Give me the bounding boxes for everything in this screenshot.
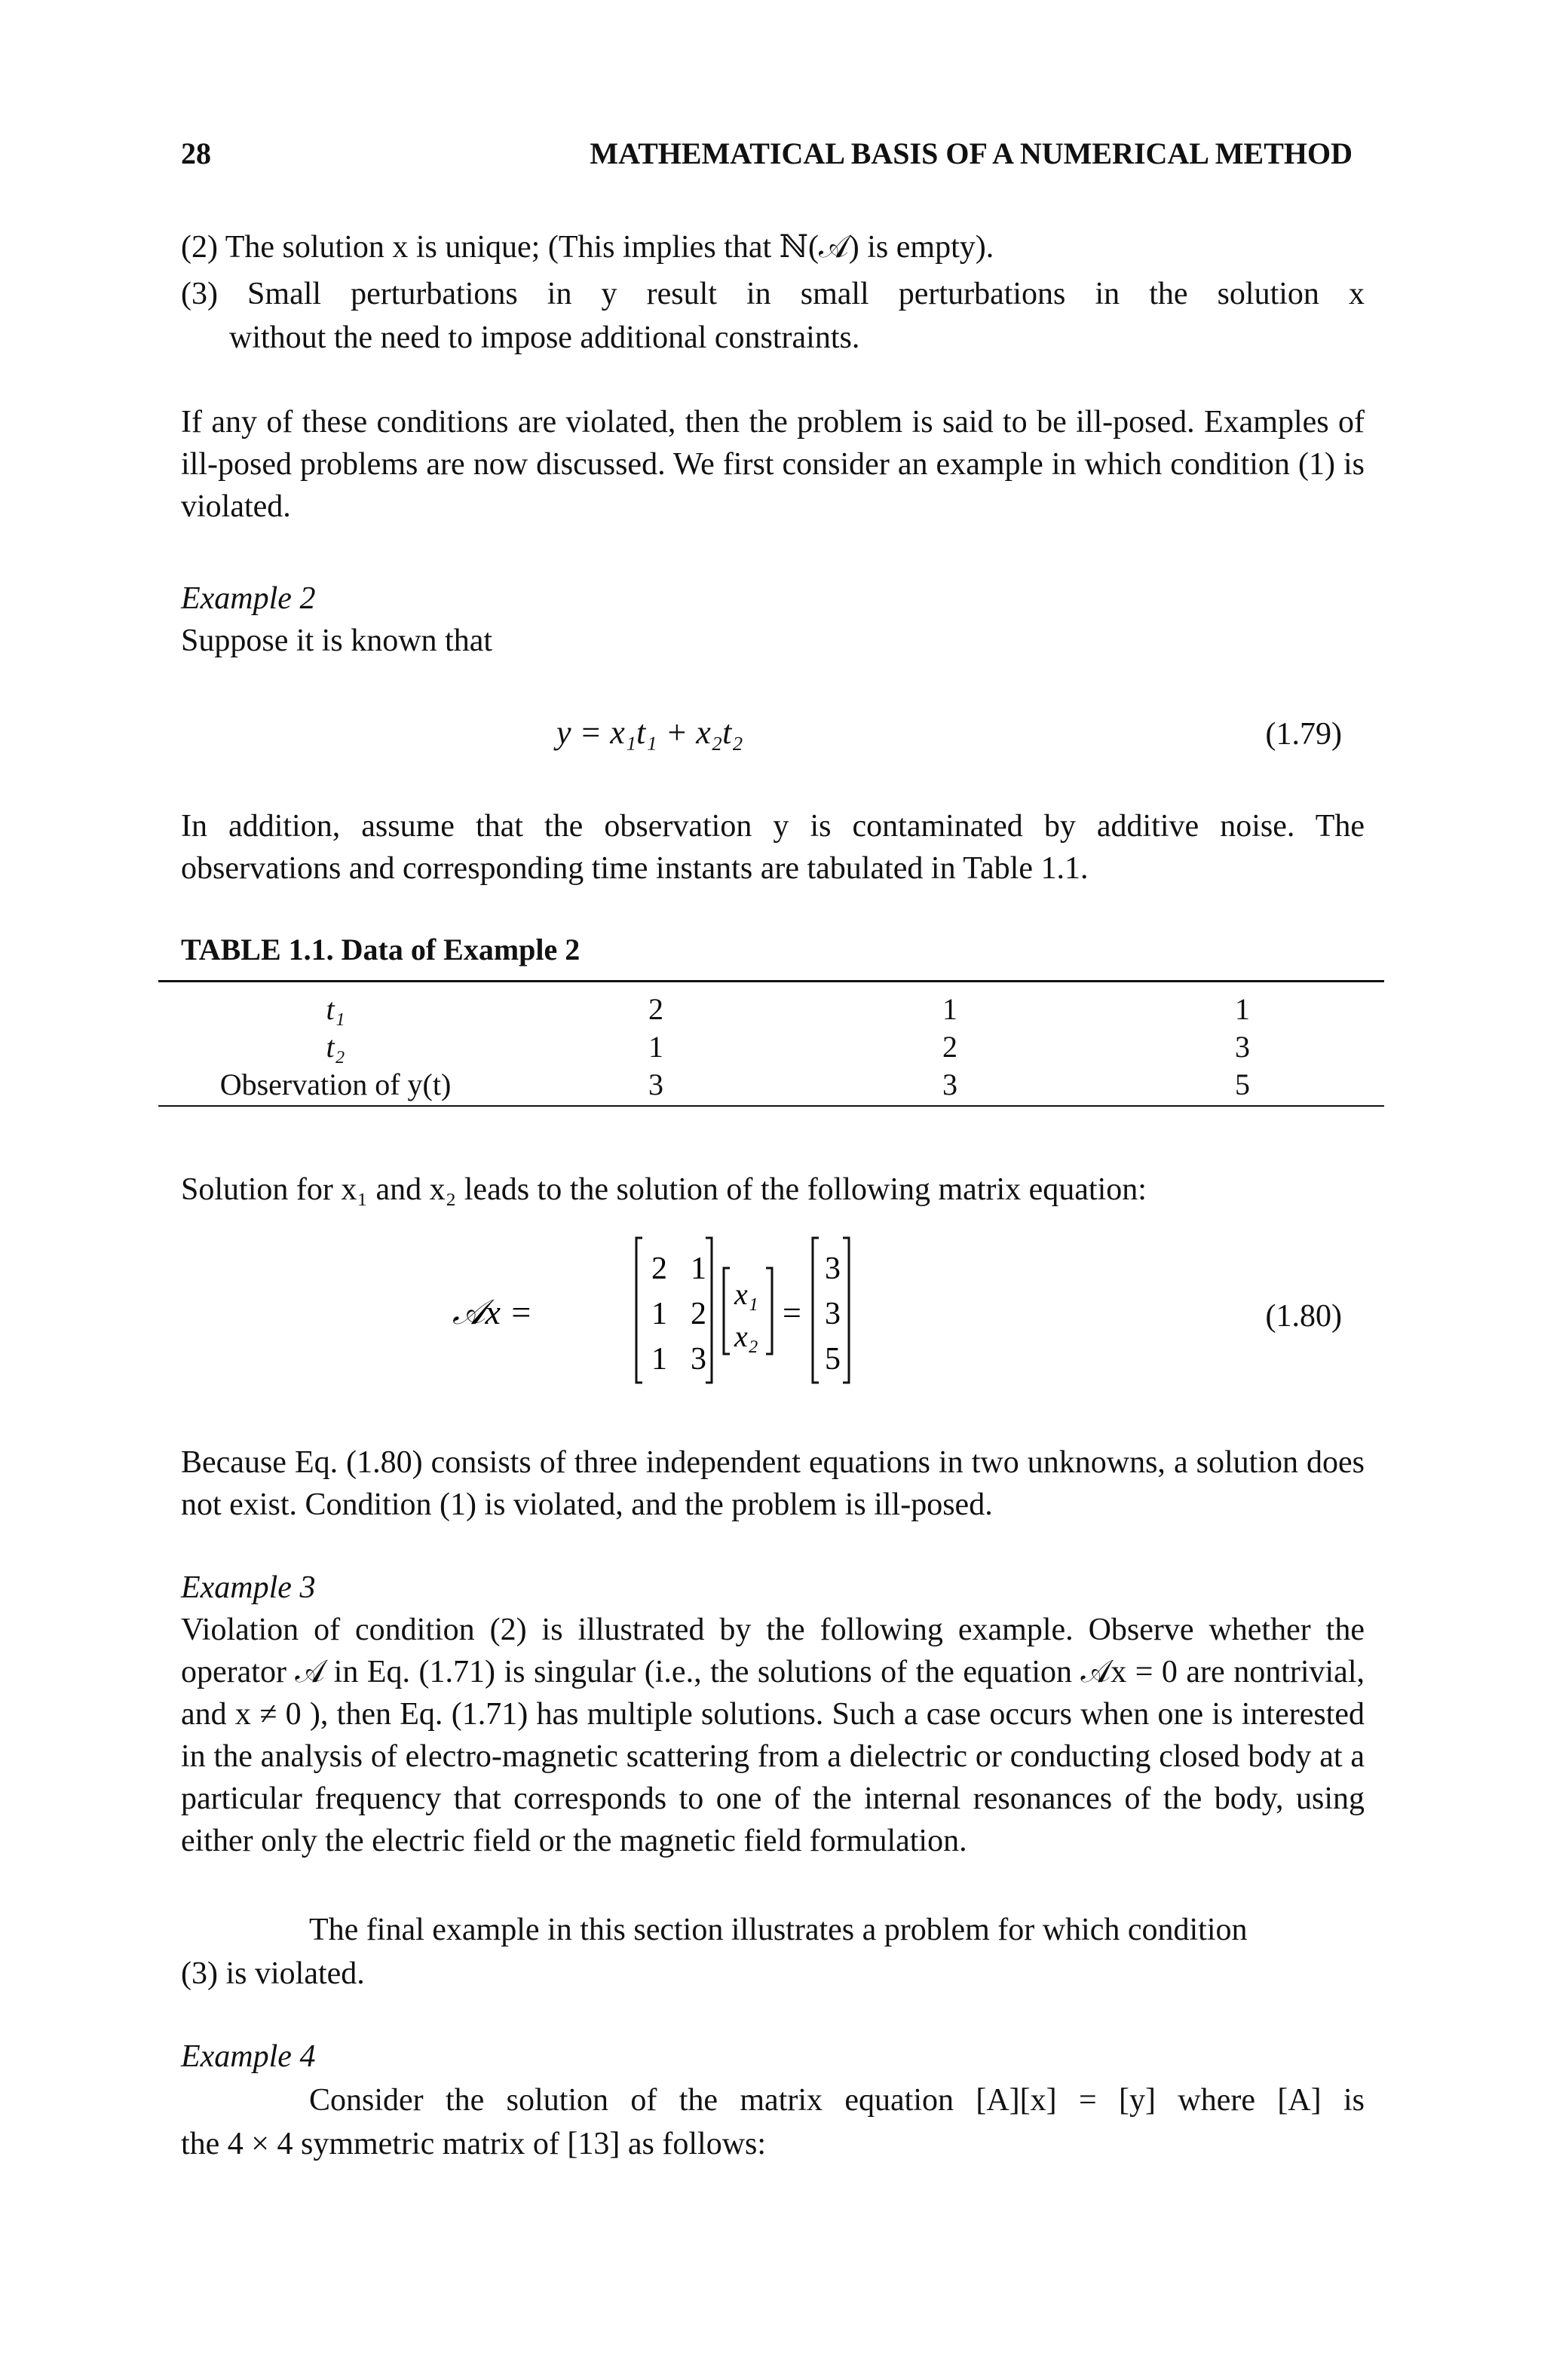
data-table [158,984,1384,1103]
table-cell: 1 [1235,991,1250,1026]
table-row [158,1065,1384,1103]
table-cell: 1 [648,1029,663,1064]
condition-2: (2) The solution x is unique; (This implies that ℕ(𝒜) is empty). [181,230,994,265]
condition-3-line1: (3) Small perturbations in y result in small perturbations in the solution x [181,277,1365,311]
matrix-A-cell: 1 [691,1251,706,1286]
page-number: 28 [181,136,211,170]
matrix-lhs: 𝒜x = [452,1293,533,1331]
table-cell: 5 [1235,1067,1250,1101]
paragraph-no-solution: Because Eq. (1.80) consists of three independent equations in two unknowns, a solution does not exist. Condition (1) is violated, and the problem is ill-posed. [181,1445,1365,1522]
example-3-heading: Example 3 [181,1570,316,1605]
matrix-A-cell: 1 [651,1297,667,1331]
table-cell-label: Observation of y(t) [219,1067,452,1101]
matrix-A-cell: 2 [651,1251,667,1286]
equation-1-79: y = x₁t₁ + x₂t₂ [556,714,743,751]
running-title: MATHEMATICAL BASIS OF A NUMERICAL METHOD [590,136,1353,170]
example-4-line1: Consider the solution of the matrix equation [A][x] = [y] where [A] is [309,2083,1365,2118]
bracket-right-y [843,1238,849,1383]
matrix-A-cell: 1 [651,1342,667,1377]
example-2-intro: Suppose it is known that [181,623,493,658]
table-cell: 3 [942,1067,957,1101]
matrix-A-cell: 3 [691,1342,706,1377]
bracket-left-y [813,1238,819,1383]
example-4-heading: Example 4 [181,2039,316,2074]
bracket-right-x [766,1268,772,1354]
paragraph-final-example-line2: (3) is violated. [181,1956,365,1991]
table-row [158,984,1384,1028]
vector-y-cell: 3 [825,1297,841,1331]
bracket-left-A [636,1238,642,1383]
table-caption: TABLE 1.1. Data of Example 2 [181,933,581,966]
paragraph-noise: In addition, assume that the observation y is contaminated by additive noise. The observations and corresponding time instants are tabulated in Table 1.1. [181,809,1365,886]
table-cell: 3 [1235,1029,1250,1064]
table-row [158,1028,1384,1065]
table-cell: 2 [648,991,663,1026]
equation-number-1-80: (1.80) [1265,1299,1342,1334]
matrix-A-cell: 2 [691,1297,706,1331]
solution-text: Solution for x₁ and x₂ leads to the solution of the following matrix equation: [181,1172,1147,1207]
table-cell-label: t₁ [326,991,345,1026]
table-top-rule [158,980,1384,982]
running-header [181,136,1363,181]
example-2-heading: Example 2 [181,581,316,616]
matrix-equation [452,1221,1206,1402]
matrix-equals: = [783,1294,801,1331]
bracket-right-A [706,1238,712,1383]
paragraph-ill-posed: If any of these conditions are violated, then the problem is said to be ill-posed. Examples of ill-posed problems are now discussed. We first consider an example in which condition (1) is violated. [181,405,1365,524]
example-4-line2: the 4 × 4 symmetric matrix of [13] as follows: [181,2127,767,2161]
paragraph-example-3: Violation of condition (2) is illustrated by the following example. Observe whether the operator 𝒜 in Eq. (1.71) is singular (i.e., the solutions of the equation 𝒜x = 0 are nontrivial, and x ≠ 0 ), then Eq. (1.71) has multiple solutions. Such a case occurs when one is interested in the analysis of electro-magnetic scattering from a dielectric or conducting closed body at a particular frequency that corresponds to one of the internal resonances of the body, using either only the electric field or the magnetic field formulation. [181,1613,1365,1858]
table-cell: 2 [942,1029,957,1064]
condition-3-line2: without the need to impose additional constraints. [229,320,860,355]
paragraph-final-example-line1: The final example in this section illustrates a problem for which condition [309,1913,1248,1947]
table-cell: 3 [648,1067,663,1101]
vector-y-cell: 3 [825,1251,841,1286]
table-bottom-rule [158,1105,1384,1107]
vector-y-cell: 5 [825,1342,841,1377]
table-cell: 1 [942,991,957,1026]
equation-number-1-79: (1.79) [1265,717,1342,752]
vector-x-cell: x₂ [734,1319,758,1353]
table-cell-label: t₂ [326,1029,345,1064]
bracket-left-x [724,1268,730,1354]
vector-x-cell: x₁ [734,1277,758,1311]
